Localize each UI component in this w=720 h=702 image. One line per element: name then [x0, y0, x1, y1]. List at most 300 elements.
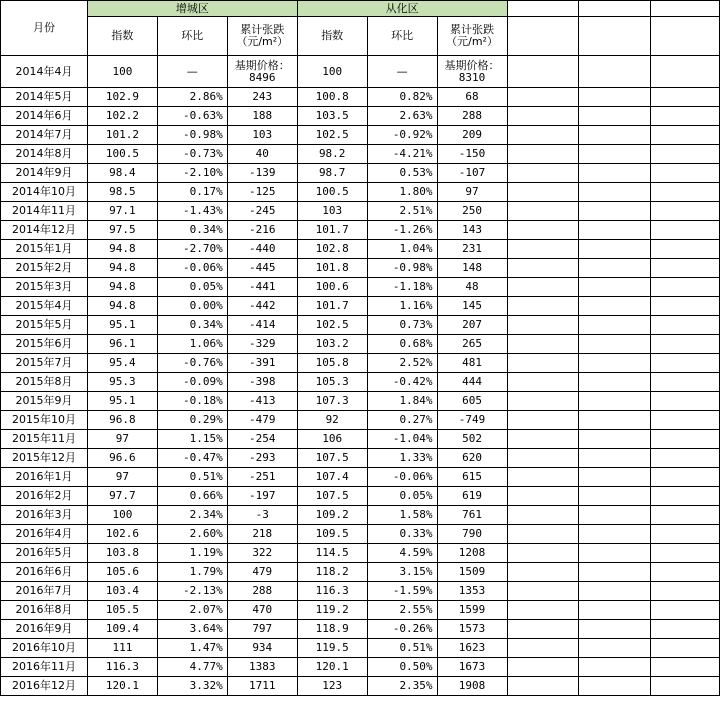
- month-cell[interactable]: 2014年12月: [1, 221, 88, 240]
- cumulative-cell[interactable]: 288: [437, 107, 507, 126]
- empty-cell[interactable]: [579, 449, 651, 468]
- mom-cell[interactable]: 3.64%: [157, 620, 227, 639]
- mom-cell[interactable]: —: [157, 56, 227, 88]
- mom-cell[interactable]: -0.18%: [157, 392, 227, 411]
- empty-cell[interactable]: [579, 17, 651, 56]
- cumulative-cell[interactable]: -293: [227, 449, 297, 468]
- index-cell[interactable]: 111: [87, 639, 157, 658]
- index-cell[interactable]: 98.5: [87, 183, 157, 202]
- cumulative-cell[interactable]: -413: [227, 392, 297, 411]
- empty-cell[interactable]: [651, 601, 720, 620]
- empty-cell[interactable]: [651, 202, 720, 221]
- index-cell[interactable]: 96.1: [87, 335, 157, 354]
- mom-cell[interactable]: -0.06%: [367, 468, 437, 487]
- mom-cell[interactable]: -1.26%: [367, 221, 437, 240]
- cumulative-cell[interactable]: 103: [227, 126, 297, 145]
- cumulative-cell[interactable]: 620: [437, 449, 507, 468]
- index-cell[interactable]: 100.5: [297, 183, 367, 202]
- index-header-conghua[interactable]: 指数: [297, 17, 367, 56]
- mom-cell[interactable]: -2.13%: [157, 582, 227, 601]
- empty-cell[interactable]: [507, 17, 579, 56]
- cumulative-cell[interactable]: 265: [437, 335, 507, 354]
- cumulative-cell[interactable]: 1599: [437, 601, 507, 620]
- index-cell[interactable]: 97: [87, 430, 157, 449]
- cumulative-cell[interactable]: -150: [437, 145, 507, 164]
- empty-cell[interactable]: [651, 354, 720, 373]
- mom-cell[interactable]: 1.47%: [157, 639, 227, 658]
- empty-cell[interactable]: [507, 1, 579, 17]
- empty-cell[interactable]: [507, 373, 579, 392]
- index-cell[interactable]: 98.4: [87, 164, 157, 183]
- empty-cell[interactable]: [579, 202, 651, 221]
- cumulative-cell[interactable]: 934: [227, 639, 297, 658]
- mom-cell[interactable]: 4.59%: [367, 544, 437, 563]
- mom-cell[interactable]: 2.35%: [367, 677, 437, 696]
- base-price-cell-conghua[interactable]: [437, 56, 507, 88]
- empty-cell[interactable]: [651, 525, 720, 544]
- empty-cell[interactable]: [579, 373, 651, 392]
- empty-cell[interactable]: [579, 335, 651, 354]
- index-cell[interactable]: 123: [297, 677, 367, 696]
- mom-cell[interactable]: 0.29%: [157, 411, 227, 430]
- cumulative-cell[interactable]: -245: [227, 202, 297, 221]
- month-cell[interactable]: 2015年12月: [1, 449, 88, 468]
- index-cell[interactable]: 107.5: [297, 487, 367, 506]
- empty-cell[interactable]: [579, 468, 651, 487]
- index-cell[interactable]: 109.2: [297, 506, 367, 525]
- cumulative-cell[interactable]: 790: [437, 525, 507, 544]
- index-cell[interactable]: 97.7: [87, 487, 157, 506]
- month-cell[interactable]: 2016年1月: [1, 468, 88, 487]
- month-cell[interactable]: 2016年11月: [1, 658, 88, 677]
- empty-cell[interactable]: [651, 335, 720, 354]
- cumulative-cell[interactable]: 207: [437, 316, 507, 335]
- mom-cell[interactable]: 0.34%: [157, 221, 227, 240]
- cumulative-cell[interactable]: -329: [227, 335, 297, 354]
- cumulative-cell[interactable]: -414: [227, 316, 297, 335]
- cumulative-cell[interactable]: -398: [227, 373, 297, 392]
- empty-cell[interactable]: [579, 639, 651, 658]
- month-cell[interactable]: 2014年8月: [1, 145, 88, 164]
- month-cell[interactable]: 2016年9月: [1, 620, 88, 639]
- month-cell[interactable]: 2015年7月: [1, 354, 88, 373]
- empty-cell[interactable]: [579, 107, 651, 126]
- empty-cell[interactable]: [507, 677, 579, 696]
- month-cell[interactable]: 2016年2月: [1, 487, 88, 506]
- empty-cell[interactable]: [507, 297, 579, 316]
- index-cell[interactable]: 97.5: [87, 221, 157, 240]
- empty-cell[interactable]: [579, 392, 651, 411]
- cumulative-cell[interactable]: 481: [437, 354, 507, 373]
- index-cell[interactable]: 95.1: [87, 316, 157, 335]
- index-cell[interactable]: 101.7: [297, 221, 367, 240]
- empty-cell[interactable]: [507, 544, 579, 563]
- cumulative-cell[interactable]: 479: [227, 563, 297, 582]
- empty-cell[interactable]: [579, 316, 651, 335]
- empty-cell[interactable]: [507, 430, 579, 449]
- index-cell[interactable]: 102.9: [87, 88, 157, 107]
- empty-cell[interactable]: [651, 620, 720, 639]
- index-cell[interactable]: 100.6: [297, 278, 367, 297]
- cumulative-cell[interactable]: -125: [227, 183, 297, 202]
- index-cell[interactable]: 103.4: [87, 582, 157, 601]
- empty-cell[interactable]: [579, 221, 651, 240]
- mom-cell[interactable]: 1.04%: [367, 240, 437, 259]
- mom-cell[interactable]: -0.06%: [157, 259, 227, 278]
- cumulative-cell[interactable]: 761: [437, 506, 507, 525]
- mom-cell[interactable]: -1.18%: [367, 278, 437, 297]
- month-cell[interactable]: 2016年8月: [1, 601, 88, 620]
- cumulative-cell[interactable]: 1623: [437, 639, 507, 658]
- empty-cell[interactable]: [507, 107, 579, 126]
- empty-cell[interactable]: [651, 145, 720, 164]
- empty-cell[interactable]: [651, 88, 720, 107]
- index-cell[interactable]: 94.8: [87, 297, 157, 316]
- index-header-zengcheng[interactable]: 指数: [87, 17, 157, 56]
- mom-cell[interactable]: 0.17%: [157, 183, 227, 202]
- mom-cell[interactable]: -0.09%: [157, 373, 227, 392]
- cumulative-cell[interactable]: 243: [227, 88, 297, 107]
- empty-cell[interactable]: [507, 392, 579, 411]
- mom-cell[interactable]: 0.68%: [367, 335, 437, 354]
- empty-cell[interactable]: [651, 544, 720, 563]
- month-cell[interactable]: 2015年10月: [1, 411, 88, 430]
- index-cell[interactable]: 102.8: [297, 240, 367, 259]
- empty-cell[interactable]: [507, 335, 579, 354]
- empty-cell[interactable]: [507, 354, 579, 373]
- index-cell[interactable]: 101.2: [87, 126, 157, 145]
- mom-cell[interactable]: 3.15%: [367, 563, 437, 582]
- mom-cell[interactable]: -2.10%: [157, 164, 227, 183]
- empty-cell[interactable]: [579, 164, 651, 183]
- empty-cell[interactable]: [579, 487, 651, 506]
- empty-cell[interactable]: [651, 639, 720, 658]
- index-cell[interactable]: 96.6: [87, 449, 157, 468]
- empty-cell[interactable]: [579, 620, 651, 639]
- empty-cell[interactable]: [579, 677, 651, 696]
- month-cell[interactable]: 2015年2月: [1, 259, 88, 278]
- index-cell[interactable]: 94.8: [87, 259, 157, 278]
- mom-cell[interactable]: 0.05%: [157, 278, 227, 297]
- mom-cell[interactable]: 0.53%: [367, 164, 437, 183]
- index-cell[interactable]: 98.7: [297, 164, 367, 183]
- index-cell[interactable]: 101.8: [297, 259, 367, 278]
- month-cell[interactable]: 2014年7月: [1, 126, 88, 145]
- month-cell[interactable]: 2016年5月: [1, 544, 88, 563]
- cumulative-cell[interactable]: 1673: [437, 658, 507, 677]
- month-cell[interactable]: 2014年9月: [1, 164, 88, 183]
- mom-cell[interactable]: -2.70%: [157, 240, 227, 259]
- index-cell[interactable]: 98.2: [297, 145, 367, 164]
- cumulative-cell[interactable]: -254: [227, 430, 297, 449]
- district-header-conghua[interactable]: 从化区: [297, 1, 507, 17]
- index-cell[interactable]: 105.5: [87, 601, 157, 620]
- mom-cell[interactable]: 0.73%: [367, 316, 437, 335]
- empty-cell[interactable]: [651, 487, 720, 506]
- empty-cell[interactable]: [579, 240, 651, 259]
- cumulative-cell[interactable]: -197: [227, 487, 297, 506]
- mom-cell[interactable]: 2.51%: [367, 202, 437, 221]
- empty-cell[interactable]: [579, 1, 651, 17]
- mom-cell[interactable]: -4.21%: [367, 145, 437, 164]
- mom-cell[interactable]: 0.50%: [367, 658, 437, 677]
- index-cell[interactable]: 100: [297, 56, 367, 88]
- empty-cell[interactable]: [651, 449, 720, 468]
- empty-cell[interactable]: [651, 411, 720, 430]
- cumulative-header-zengcheng[interactable]: [227, 17, 297, 56]
- month-header[interactable]: 月份: [1, 1, 88, 56]
- empty-cell[interactable]: [507, 126, 579, 145]
- index-cell[interactable]: 95.4: [87, 354, 157, 373]
- empty-cell[interactable]: [507, 620, 579, 639]
- cumulative-cell[interactable]: 68: [437, 88, 507, 107]
- empty-cell[interactable]: [507, 525, 579, 544]
- mom-cell[interactable]: 1.84%: [367, 392, 437, 411]
- mom-cell[interactable]: -0.47%: [157, 449, 227, 468]
- empty-cell[interactable]: [651, 430, 720, 449]
- empty-cell[interactable]: [579, 658, 651, 677]
- empty-cell[interactable]: [651, 677, 720, 696]
- month-cell[interactable]: 2016年6月: [1, 563, 88, 582]
- empty-cell[interactable]: [579, 297, 651, 316]
- empty-cell[interactable]: [651, 107, 720, 126]
- mom-cell[interactable]: 2.60%: [157, 525, 227, 544]
- index-cell[interactable]: 94.8: [87, 278, 157, 297]
- empty-cell[interactable]: [651, 563, 720, 582]
- empty-cell[interactable]: [579, 525, 651, 544]
- empty-cell[interactable]: [507, 316, 579, 335]
- mom-cell[interactable]: 1.16%: [367, 297, 437, 316]
- index-cell[interactable]: 94.8: [87, 240, 157, 259]
- month-cell[interactable]: 2014年5月: [1, 88, 88, 107]
- empty-cell[interactable]: [651, 278, 720, 297]
- mom-cell[interactable]: -0.92%: [367, 126, 437, 145]
- mom-cell[interactable]: 1.19%: [157, 544, 227, 563]
- cumulative-cell[interactable]: 1711: [227, 677, 297, 696]
- district-header-zengcheng[interactable]: 增城区: [87, 1, 297, 17]
- mom-cell[interactable]: 2.55%: [367, 601, 437, 620]
- empty-cell[interactable]: [651, 297, 720, 316]
- mom-cell[interactable]: 4.77%: [157, 658, 227, 677]
- index-cell[interactable]: 100: [87, 506, 157, 525]
- month-cell[interactable]: 2016年12月: [1, 677, 88, 696]
- empty-cell[interactable]: [579, 259, 651, 278]
- index-cell[interactable]: 100.5: [87, 145, 157, 164]
- index-cell[interactable]: 106: [297, 430, 367, 449]
- index-cell[interactable]: 105.6: [87, 563, 157, 582]
- index-cell[interactable]: 109.4: [87, 620, 157, 639]
- empty-cell[interactable]: [507, 221, 579, 240]
- cumulative-cell[interactable]: -251: [227, 468, 297, 487]
- month-cell[interactable]: 2015年11月: [1, 430, 88, 449]
- cumulative-cell[interactable]: 502: [437, 430, 507, 449]
- cumulative-cell[interactable]: -749: [437, 411, 507, 430]
- index-cell[interactable]: 97.1: [87, 202, 157, 221]
- index-cell[interactable]: 102.2: [87, 107, 157, 126]
- month-cell[interactable]: 2014年6月: [1, 107, 88, 126]
- cumulative-cell[interactable]: 444: [437, 373, 507, 392]
- empty-cell[interactable]: [651, 221, 720, 240]
- empty-cell[interactable]: [651, 658, 720, 677]
- cumulative-cell[interactable]: -479: [227, 411, 297, 430]
- cumulative-cell[interactable]: -391: [227, 354, 297, 373]
- index-cell[interactable]: 107.3: [297, 392, 367, 411]
- index-cell[interactable]: 102.5: [297, 316, 367, 335]
- index-cell[interactable]: 102.6: [87, 525, 157, 544]
- empty-cell[interactable]: [507, 56, 579, 88]
- empty-cell[interactable]: [579, 544, 651, 563]
- month-cell[interactable]: 2015年9月: [1, 392, 88, 411]
- month-cell[interactable]: 2016年7月: [1, 582, 88, 601]
- empty-cell[interactable]: [579, 411, 651, 430]
- empty-cell[interactable]: [507, 259, 579, 278]
- index-cell[interactable]: 107.4: [297, 468, 367, 487]
- empty-cell[interactable]: [507, 506, 579, 525]
- month-cell[interactable]: 2016年10月: [1, 639, 88, 658]
- mom-header-zengcheng[interactable]: 环比: [157, 17, 227, 56]
- mom-cell[interactable]: —: [367, 56, 437, 88]
- month-cell[interactable]: 2014年10月: [1, 183, 88, 202]
- mom-header-conghua[interactable]: 环比: [367, 17, 437, 56]
- month-cell[interactable]: 2015年8月: [1, 373, 88, 392]
- empty-cell[interactable]: [651, 164, 720, 183]
- index-cell[interactable]: 92: [297, 411, 367, 430]
- index-cell[interactable]: 95.3: [87, 373, 157, 392]
- month-cell[interactable]: 2015年5月: [1, 316, 88, 335]
- index-cell[interactable]: 107.5: [297, 449, 367, 468]
- index-cell[interactable]: 95.1: [87, 392, 157, 411]
- mom-cell[interactable]: 1.15%: [157, 430, 227, 449]
- cumulative-cell[interactable]: 605: [437, 392, 507, 411]
- index-cell[interactable]: 105.8: [297, 354, 367, 373]
- index-cell[interactable]: 103: [297, 202, 367, 221]
- index-cell[interactable]: 105.3: [297, 373, 367, 392]
- empty-cell[interactable]: [651, 582, 720, 601]
- empty-cell[interactable]: [651, 506, 720, 525]
- empty-cell[interactable]: [579, 88, 651, 107]
- cumulative-cell[interactable]: 148: [437, 259, 507, 278]
- index-cell[interactable]: 118.9: [297, 620, 367, 639]
- empty-cell[interactable]: [651, 468, 720, 487]
- cumulative-cell[interactable]: 48: [437, 278, 507, 297]
- cumulative-cell[interactable]: 1908: [437, 677, 507, 696]
- mom-cell[interactable]: -0.98%: [367, 259, 437, 278]
- cumulative-cell[interactable]: 145: [437, 297, 507, 316]
- cumulative-cell[interactable]: 40: [227, 145, 297, 164]
- mom-cell[interactable]: 1.79%: [157, 563, 227, 582]
- mom-cell[interactable]: 2.63%: [367, 107, 437, 126]
- cumulative-cell[interactable]: -3: [227, 506, 297, 525]
- empty-cell[interactable]: [651, 56, 720, 88]
- index-cell[interactable]: 109.5: [297, 525, 367, 544]
- mom-cell[interactable]: -0.73%: [157, 145, 227, 164]
- cumulative-cell[interactable]: -445: [227, 259, 297, 278]
- cumulative-cell[interactable]: -441: [227, 278, 297, 297]
- mom-cell[interactable]: -1.43%: [157, 202, 227, 221]
- cumulative-cell[interactable]: -139: [227, 164, 297, 183]
- cumulative-cell[interactable]: 231: [437, 240, 507, 259]
- index-cell[interactable]: 97: [87, 468, 157, 487]
- cumulative-cell[interactable]: 470: [227, 601, 297, 620]
- index-cell[interactable]: 100.8: [297, 88, 367, 107]
- month-cell[interactable]: 2015年3月: [1, 278, 88, 297]
- index-cell[interactable]: 103.8: [87, 544, 157, 563]
- empty-cell[interactable]: [651, 240, 720, 259]
- index-cell[interactable]: 102.5: [297, 126, 367, 145]
- empty-cell[interactable]: [507, 639, 579, 658]
- cumulative-cell[interactable]: 288: [227, 582, 297, 601]
- empty-cell[interactable]: [651, 126, 720, 145]
- mom-cell[interactable]: 0.00%: [157, 297, 227, 316]
- mom-cell[interactable]: 0.51%: [157, 468, 227, 487]
- index-cell[interactable]: 116.3: [87, 658, 157, 677]
- cumulative-cell[interactable]: 322: [227, 544, 297, 563]
- empty-cell[interactable]: [507, 183, 579, 202]
- cumulative-cell[interactable]: 1353: [437, 582, 507, 601]
- empty-cell[interactable]: [507, 202, 579, 221]
- empty-cell[interactable]: [579, 430, 651, 449]
- mom-cell[interactable]: -0.63%: [157, 107, 227, 126]
- mom-cell[interactable]: 2.07%: [157, 601, 227, 620]
- empty-cell[interactable]: [507, 164, 579, 183]
- month-cell[interactable]: 2015年1月: [1, 240, 88, 259]
- mom-cell[interactable]: 2.34%: [157, 506, 227, 525]
- cumulative-cell[interactable]: 619: [437, 487, 507, 506]
- cumulative-header-conghua[interactable]: [437, 17, 507, 56]
- mom-cell[interactable]: -1.59%: [367, 582, 437, 601]
- cumulative-cell[interactable]: 209: [437, 126, 507, 145]
- cumulative-cell[interactable]: 1208: [437, 544, 507, 563]
- index-cell[interactable]: 120.1: [87, 677, 157, 696]
- month-cell[interactable]: 2014年4月: [1, 56, 88, 88]
- mom-cell[interactable]: 0.51%: [367, 639, 437, 658]
- index-cell[interactable]: 114.5: [297, 544, 367, 563]
- empty-cell[interactable]: [651, 373, 720, 392]
- empty-cell[interactable]: [651, 183, 720, 202]
- empty-cell[interactable]: [579, 126, 651, 145]
- empty-cell[interactable]: [579, 563, 651, 582]
- empty-cell[interactable]: [651, 316, 720, 335]
- empty-cell[interactable]: [507, 88, 579, 107]
- empty-cell[interactable]: [651, 1, 720, 17]
- empty-cell[interactable]: [651, 259, 720, 278]
- empty-cell[interactable]: [579, 183, 651, 202]
- index-cell[interactable]: 119.5: [297, 639, 367, 658]
- index-cell[interactable]: 120.1: [297, 658, 367, 677]
- index-cell[interactable]: 116.3: [297, 582, 367, 601]
- cumulative-cell[interactable]: -442: [227, 297, 297, 316]
- mom-cell[interactable]: 1.33%: [367, 449, 437, 468]
- cumulative-cell[interactable]: -107: [437, 164, 507, 183]
- mom-cell[interactable]: 1.80%: [367, 183, 437, 202]
- empty-cell[interactable]: [507, 240, 579, 259]
- empty-cell[interactable]: [507, 145, 579, 164]
- index-cell[interactable]: 96.8: [87, 411, 157, 430]
- mom-cell[interactable]: -1.04%: [367, 430, 437, 449]
- index-cell[interactable]: 103.2: [297, 335, 367, 354]
- empty-cell[interactable]: [579, 145, 651, 164]
- index-cell[interactable]: 118.2: [297, 563, 367, 582]
- month-cell[interactable]: 2015年6月: [1, 335, 88, 354]
- mom-cell[interactable]: 0.05%: [367, 487, 437, 506]
- cumulative-cell[interactable]: -440: [227, 240, 297, 259]
- empty-cell[interactable]: [579, 56, 651, 88]
- cumulative-cell[interactable]: 1509: [437, 563, 507, 582]
- mom-cell[interactable]: 0.33%: [367, 525, 437, 544]
- mom-cell[interactable]: -0.42%: [367, 373, 437, 392]
- cumulative-cell[interactable]: 1383: [227, 658, 297, 677]
- empty-cell[interactable]: [579, 582, 651, 601]
